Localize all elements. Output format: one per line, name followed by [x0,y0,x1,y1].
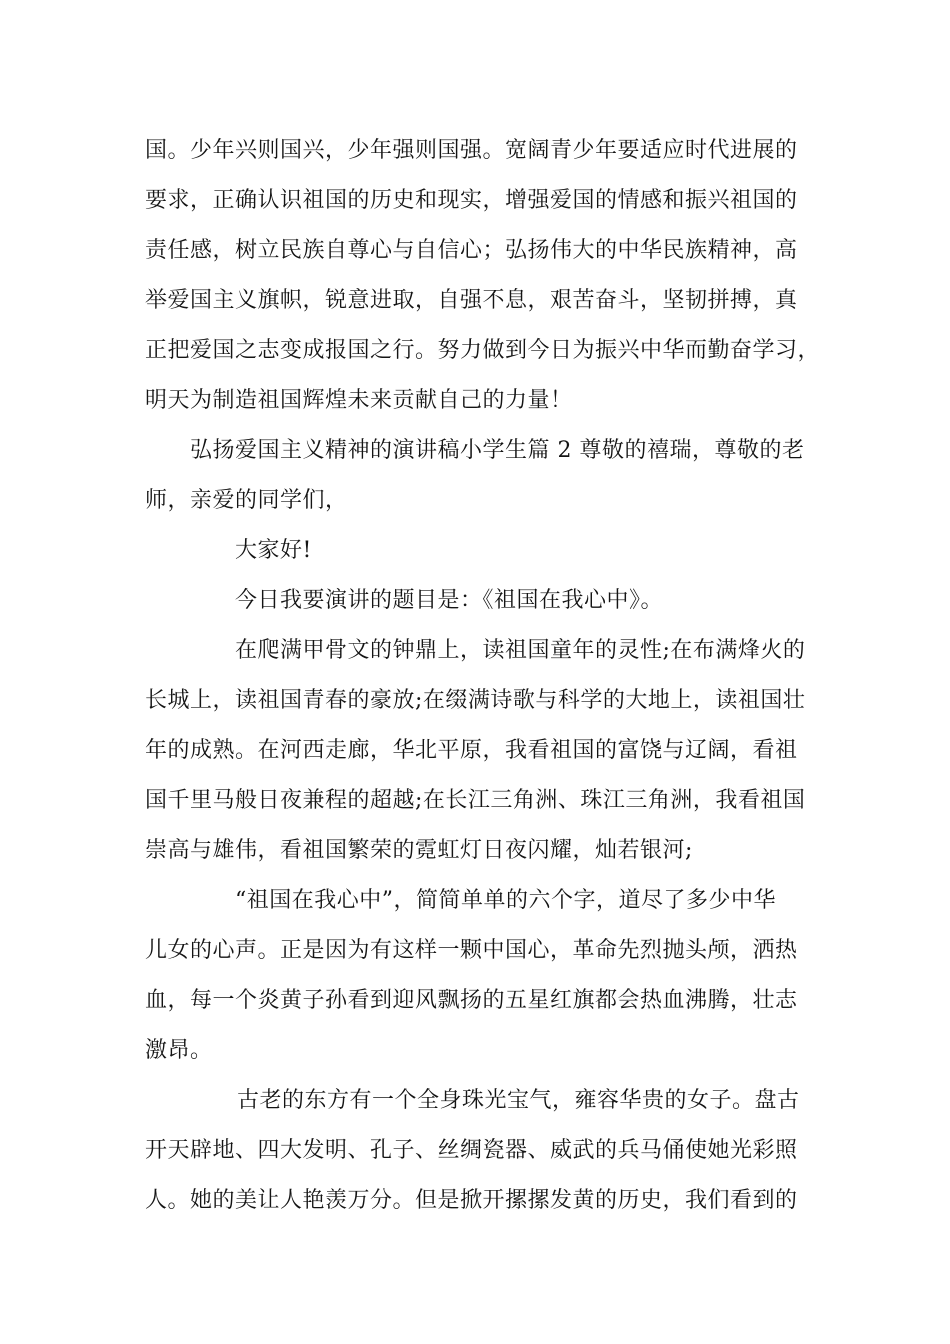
text-line: 在爬满甲骨文的钟鼎上，读祖国童年的灵性;在布满烽火的 [235,638,806,663]
text-line: 激昂。 [145,1038,213,1063]
text-line: 血，每一个炎黄子孙看到迎风飘扬的五星红旗都会热血沸腾，壮志 [145,988,798,1013]
text-line: 师，亲爱的同学们， [145,488,348,513]
text-line: 要求，正确认识祖国的历史和现实，增强爱国的情感和振兴祖国的 [145,188,798,213]
text-line: 正把爱国之志变成报国之行。努力做到今日为振兴中华而勤奋学习， [145,338,821,363]
text-line: 国。少年兴则国兴，少年强则国强。宽阔青少年要适应时代进展的 [145,138,798,163]
text-line: “祖国在我心中”，简简单单的六个字，道尽了多少中华 [235,888,776,913]
text-line: 国千里马般日夜兼程的超越;在长江三角洲、珠江三角洲，我看祖国 [145,788,806,813]
text-line: 明天为制造祖国辉煌未来贡献自己的力量！ [145,388,573,413]
text-line: 举爱国主义旗帜，锐意进取，自强不息，艰苦奋斗，坚韧拼搏，真 [145,288,798,313]
section-heading-line: 弘扬爱国主义精神的演讲稿小学生篇 2 尊敬的禧瑞，尊敬的老 [190,438,805,463]
text-line: 责任感，树立民族自尊心与自信心；弘扬伟大的中华民族精神，高 [145,238,798,263]
text-line: 年的成熟。在河西走廊，华北平原，我看祖国的富饶与辽阔，看祖 [145,738,798,763]
speech-topic-line: 今日我要演讲的题目是：《祖国在我心中》。 [235,588,664,613]
text-line: 儿女的心声。正是因为有这样一颗中国心，革命先烈抛头颅，洒热 [145,938,798,963]
text-line: 人。她的美让人艳羡万分。但是掀开摞摞发黄的历史，我们看到的 [145,1188,798,1213]
text-line: 开天辟地、四大发明、孔子、丝绸瓷器、威武的兵马俑使她光彩照 [145,1138,798,1163]
text-line: 古老的东方有一个全身珠光宝气，雍容华贵的女子。盘古 [237,1088,800,1113]
text-line: 长城上，读祖国青春的豪放;在缀满诗歌与科学的大地上，读祖国壮 [145,688,806,713]
text-line: 崇高与雄伟，看祖国繁荣的霓虹灯日夜闪耀，灿若银河; [145,838,693,863]
greeting-line: 大家好! [235,538,312,563]
